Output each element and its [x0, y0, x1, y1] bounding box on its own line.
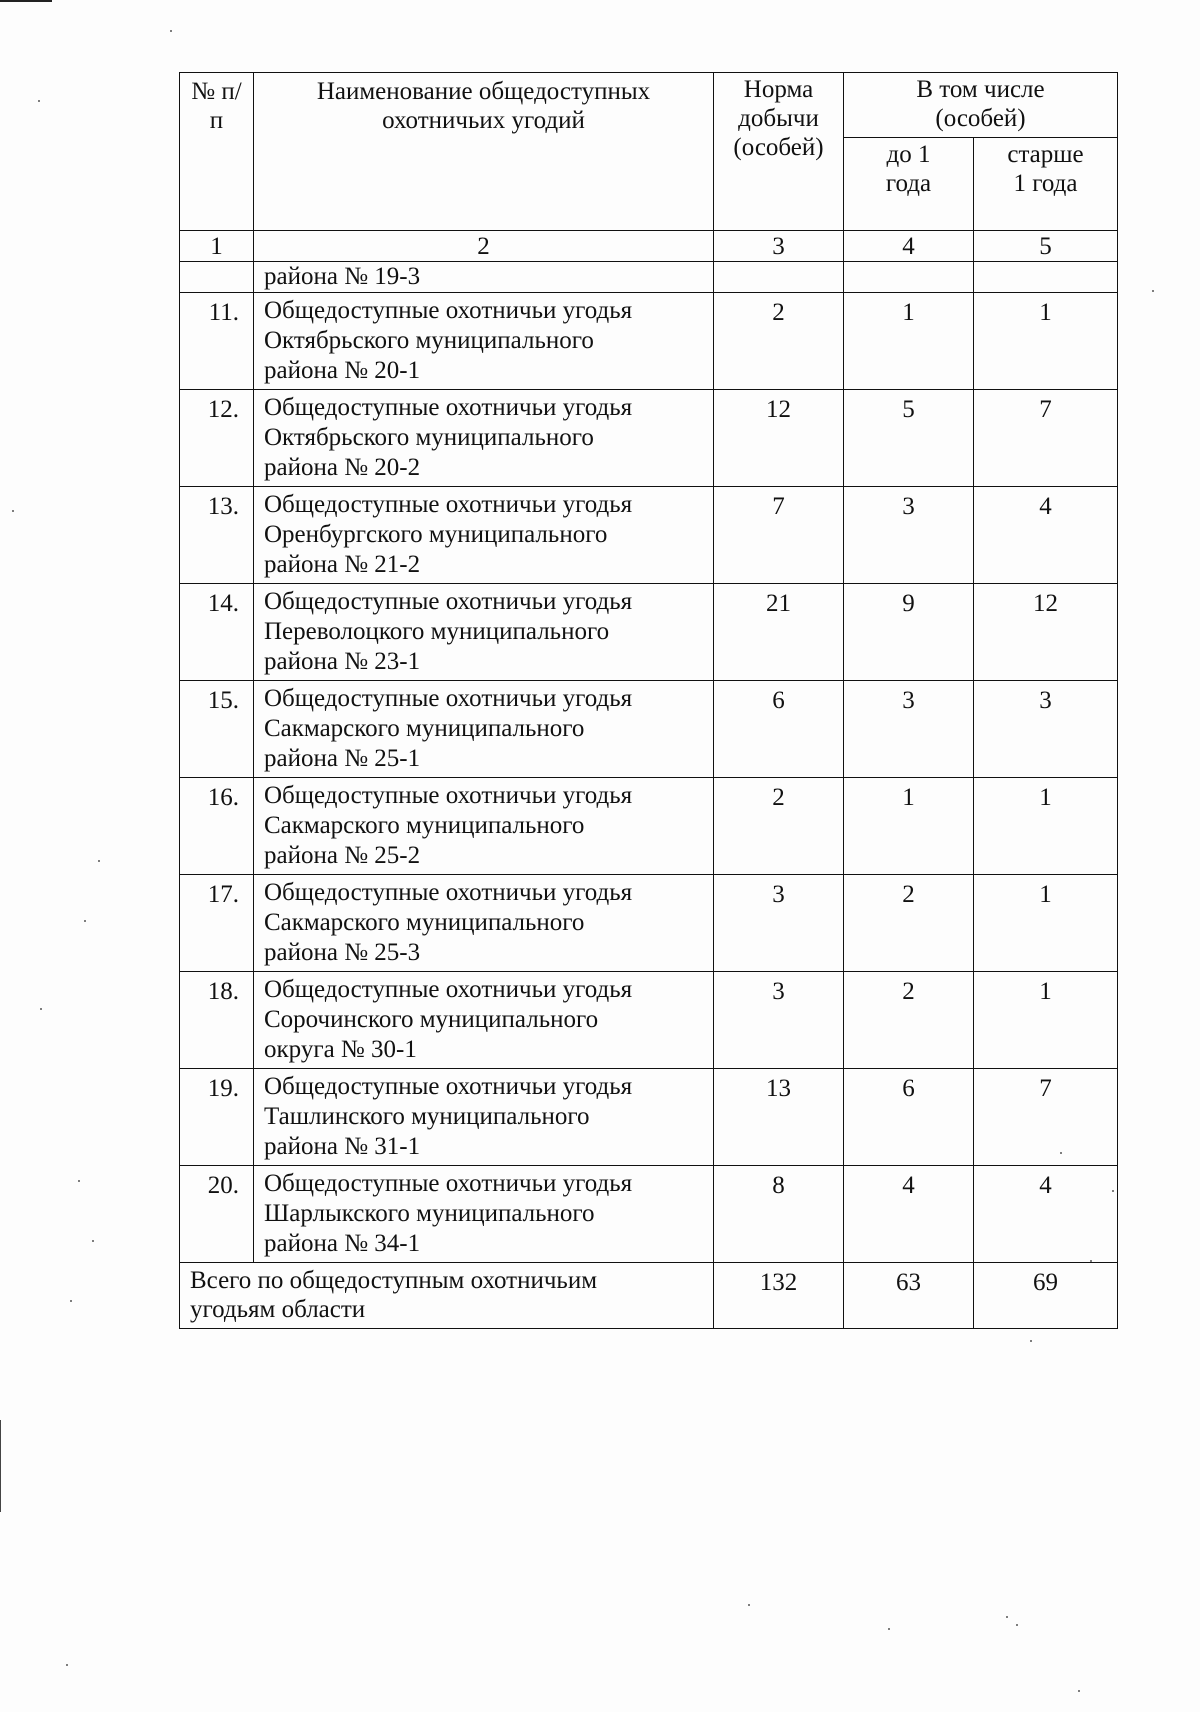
row-number: 16. [180, 778, 254, 875]
total-label [180, 1263, 714, 1329]
empty-cell [844, 262, 974, 293]
scan-edge-mark [0, 1420, 1, 1512]
quota-under-1-year: 3 [844, 487, 974, 584]
table-row [180, 293, 1118, 390]
header-over-1-year: старше 1 года [974, 138, 1118, 231]
scan-speck [1006, 1616, 1008, 1618]
row-number: 14. [180, 584, 254, 681]
scan-speck [84, 920, 86, 922]
column-number: 1 [180, 231, 254, 262]
column-number: 4 [844, 231, 974, 262]
quota-under-1-year: 6 [844, 1069, 974, 1166]
hunting-ground-name [254, 681, 714, 778]
total-label-line: угодьям области [190, 1296, 366, 1323]
hunting-ground-name-line: района № 25-1 [264, 745, 421, 772]
quota-over-1-year: 7 [974, 1069, 1118, 1166]
hunting-ground-name-line: Сорочинского муниципального [264, 1006, 599, 1033]
hunting-ground-name-line: Октябрьского муниципального [264, 327, 594, 354]
quota-norm: 8 [714, 1166, 844, 1263]
table-row [180, 390, 1118, 487]
quota-norm: 13 [714, 1069, 844, 1166]
hunting-ground-name [254, 487, 714, 584]
quota-norm: 12 [714, 390, 844, 487]
table-row [180, 778, 1118, 875]
scan-speck [1016, 1624, 1018, 1626]
column-number: 3 [714, 231, 844, 262]
header-including: В том числе (особей) [844, 73, 1118, 138]
hunting-ground-name [254, 390, 714, 487]
scan-speck [888, 1628, 890, 1630]
quota-over-1-year: 1 [974, 875, 1118, 972]
quota-under-1-year: 1 [844, 293, 974, 390]
hunting-ground-name [254, 778, 714, 875]
quota-under-1-year: 4 [844, 1166, 974, 1263]
hunting-ground-name-line: района № 31-1 [264, 1133, 421, 1160]
quota-over-1-year: 12 [974, 584, 1118, 681]
scan-speck [12, 510, 14, 512]
hunting-ground-name-line: Общедоступные охотничьи угодья [264, 782, 633, 809]
quota-over-1-year: 1 [974, 293, 1118, 390]
scan-speck [748, 1604, 750, 1606]
row-number: 17. [180, 875, 254, 972]
scan-speck [1112, 1190, 1114, 1192]
hunting-ground-name [254, 584, 714, 681]
quota-under-1-year: 9 [844, 584, 974, 681]
table-row [180, 1069, 1118, 1166]
scan-speck [1030, 1340, 1032, 1342]
scan-speck [98, 860, 100, 862]
hunting-ground-name-line: Переволоцкого муниципального [264, 618, 610, 645]
header-norm: Норма добычи (особей) [714, 73, 844, 231]
quota-under-1-year: 1 [844, 778, 974, 875]
row-number: 19. [180, 1069, 254, 1166]
continuation-row [180, 262, 1118, 293]
quota-norm: 7 [714, 487, 844, 584]
quota-over-1-year: 1 [974, 778, 1118, 875]
header-name: Наименование общедоступных охотничьих угодий [254, 73, 714, 231]
hunting-ground-name-line: района № 20-1 [264, 357, 421, 384]
row-number: 13. [180, 487, 254, 584]
scan-speck [170, 30, 172, 32]
hunting-ground-name-line: Октябрьского муниципального [264, 424, 594, 451]
hunting-ground-name-line: Оренбургского муниципального [264, 521, 608, 548]
quota-norm: 2 [714, 293, 844, 390]
quota-norm: 2 [714, 778, 844, 875]
quota-under-1-year: 2 [844, 875, 974, 972]
quota-norm: 3 [714, 875, 844, 972]
hunting-ground-name-line: района № 25-2 [264, 842, 421, 869]
scan-speck [92, 1240, 94, 1242]
empty-cell [714, 262, 844, 293]
hunting-ground-name-line: Сакмарского муниципального [264, 715, 585, 742]
hunting-ground-name-line: Общедоступные охотничьи угодья [264, 394, 633, 421]
hunting-ground-name-line: района № 21-2 [264, 551, 421, 578]
total-row [180, 1263, 1118, 1329]
table-row [180, 875, 1118, 972]
quota-norm: 3 [714, 972, 844, 1069]
hunting-ground-name-line: Общедоступные охотничьи угодья [264, 1170, 633, 1197]
hunting-ground-name-line: Общедоступные охотничьи угодья [264, 588, 633, 615]
scan-speck [1060, 1152, 1062, 1154]
column-number-row [180, 231, 1118, 262]
hunting-ground-name-line: Сакмарского муниципального [264, 812, 585, 839]
hunting-ground-name-line: Общедоступные охотничьи угодья [264, 1073, 633, 1100]
quota-under-1-year: 2 [844, 972, 974, 1069]
total-norm: 132 [714, 1263, 844, 1329]
hunting-ground-name-line: Общедоступные охотничьи угодья [264, 297, 633, 324]
hunting-ground-name-line: района № 20-2 [264, 454, 421, 481]
continuation-text: района № 19-3 [254, 262, 714, 293]
hunting-ground-name-line: района № 34-1 [264, 1230, 421, 1257]
hunting-ground-name-line: округа № 30-1 [264, 1036, 417, 1063]
total-over-1-year: 69 [974, 1263, 1118, 1329]
column-number: 2 [254, 231, 714, 262]
total-under-1-year: 63 [844, 1263, 974, 1329]
hunting-ground-name [254, 875, 714, 972]
table-row [180, 584, 1118, 681]
scan-speck [40, 1008, 42, 1010]
quota-over-1-year: 3 [974, 681, 1118, 778]
scan-speck [1078, 1690, 1080, 1692]
scan-speck [1152, 290, 1154, 292]
quota-over-1-year: 1 [974, 972, 1118, 1069]
header-under-1-year: до 1 года [844, 138, 974, 231]
quota-over-1-year: 7 [974, 390, 1118, 487]
quota-under-1-year: 5 [844, 390, 974, 487]
table-row [180, 487, 1118, 584]
hunting-ground-name-line: Ташлинского муниципального [264, 1103, 590, 1130]
hunting-ground-name-line: Общедоступные охотничьи угодья [264, 879, 633, 906]
scan-speck [78, 1180, 80, 1182]
row-number: 18. [180, 972, 254, 1069]
hunting-ground-name [254, 1069, 714, 1166]
table-row [180, 681, 1118, 778]
hunting-ground-name [254, 972, 714, 1069]
hunting-ground-name-line: Шарлыкского муниципального [264, 1200, 595, 1227]
quota-norm: 21 [714, 584, 844, 681]
header-num: № п/п [180, 73, 254, 231]
hunting-ground-name-line: района № 23-1 [264, 648, 421, 675]
hunting-ground-name-line: района № 25-3 [264, 939, 421, 966]
table-row [180, 972, 1118, 1069]
quota-over-1-year: 4 [974, 1166, 1118, 1263]
total-label-line: Всего по общедоступным охотничьим [190, 1267, 598, 1294]
quota-norm: 6 [714, 681, 844, 778]
scan-speck [38, 100, 40, 102]
hunting-ground-name [254, 1166, 714, 1263]
scan-speck [1090, 1260, 1092, 1262]
quota-under-1-year: 3 [844, 681, 974, 778]
hunting-quota-table [179, 72, 1118, 1329]
scan-speck [70, 1300, 72, 1302]
row-number: 15. [180, 681, 254, 778]
row-number: 11. [180, 293, 254, 390]
scan-edge-mark [0, 0, 52, 2]
quota-over-1-year: 4 [974, 487, 1118, 584]
hunting-ground-name [254, 293, 714, 390]
empty-cell [974, 262, 1118, 293]
hunting-ground-name-line: Общедоступные охотничьи угодья [264, 685, 633, 712]
continuation-num-cell [180, 262, 254, 293]
column-number: 5 [974, 231, 1118, 262]
table-row [180, 1166, 1118, 1263]
hunting-ground-name-line: Общедоступные охотничьи угодья [264, 976, 633, 1003]
scan-speck [66, 1664, 68, 1666]
row-number: 12. [180, 390, 254, 487]
row-number: 20. [180, 1166, 254, 1263]
hunting-ground-name-line: Общедоступные охотничьи угодья [264, 491, 633, 518]
hunting-ground-name-line: Сакмарского муниципального [264, 909, 585, 936]
